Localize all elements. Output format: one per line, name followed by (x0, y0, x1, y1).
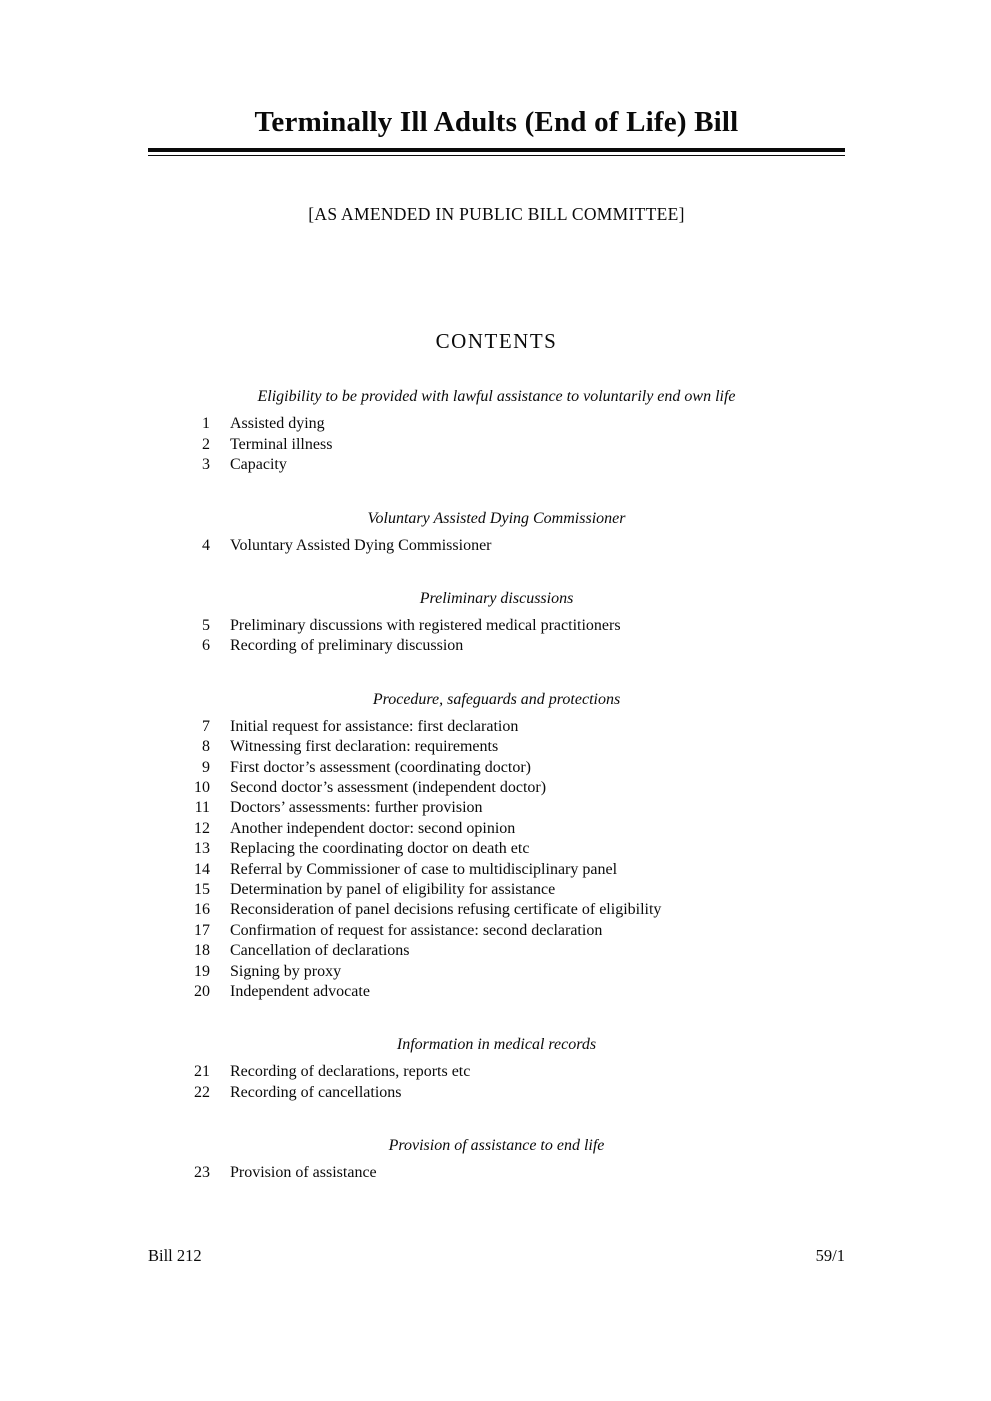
toc-item-number: 3 (202, 456, 210, 474)
toc-item-label: Doctors’ assessments: further provision (230, 799, 483, 817)
toc-item-label: Second doctor’s assessment (independent doctor) (230, 779, 547, 796)
toc-item-number: 16 (194, 901, 210, 919)
toc-item-number: 15 (194, 881, 210, 899)
toc-item (148, 536, 845, 556)
toc-item (148, 737, 845, 757)
document-title: Terminally Ill Adults (End of Life) Bill (254, 106, 739, 138)
toc-item-label: Cancellation of declarations (230, 942, 410, 960)
page-footer (148, 1246, 845, 1266)
toc-item-label: Replacing the coordinating doctor on death etc (230, 840, 530, 858)
toc-item (148, 1163, 845, 1183)
section-heading: Information in medical records (396, 1036, 597, 1054)
toc-item-number: 9 (202, 758, 210, 776)
toc-item-label: Initial request for assistance: first declaration (230, 717, 519, 735)
toc-item-number: 8 (202, 738, 210, 756)
toc-item (148, 758, 845, 778)
toc-item (148, 414, 845, 434)
section-heading: Eligibility to be provided with lawful assistance to voluntarily end own life (257, 388, 736, 406)
toc-item-number: 13 (194, 840, 210, 858)
toc-item-label: Determination by panel of eligibility for assistance (230, 881, 556, 899)
contents-heading: CONTENTS (435, 329, 558, 354)
toc-item (148, 1062, 845, 1082)
toc-item (148, 880, 845, 900)
section-heading: Voluntary Assisted Dying Commissioner (367, 509, 626, 527)
toc-item-label: Reconsideration of panel decisions refusing certificate of eligibility (230, 901, 662, 919)
toc-item (148, 717, 845, 737)
toc-item-number: 11 (194, 799, 210, 817)
document-subtitle: [AS AMENDED IN PUBLIC BILL COMMITTEE] (308, 204, 685, 225)
toc-item (148, 778, 845, 798)
toc-item-label: Recording of preliminary discussion (230, 637, 464, 655)
toc-item-number: 19 (194, 962, 210, 980)
section-heading: Procedure, safeguards and protections (372, 690, 621, 708)
toc-item-number: 5 (202, 616, 210, 634)
toc-item-number: 12 (194, 819, 210, 837)
title-rule (148, 148, 845, 156)
toc-item (148, 616, 845, 636)
contents-list (148, 387, 845, 1183)
toc-item-label: Provision of assistance (230, 1164, 377, 1182)
toc-item-number: 17 (194, 921, 210, 939)
toc-item-label: Another independent doctor: second opinion (230, 819, 516, 837)
toc-item (148, 941, 845, 961)
toc-item-label: Referral by Commissioner of case to multidisciplinary panel (230, 860, 618, 878)
footer-session-number: 59/1 (815, 1246, 845, 1265)
toc-item-label: Terminal illness (230, 435, 333, 453)
toc-item (148, 798, 845, 818)
toc-item-number: 2 (202, 435, 210, 453)
toc-item-label: Confirmation of request for assistance: second declaration (230, 921, 603, 939)
toc-item-number: 4 (202, 536, 210, 554)
toc-item-number: 21 (194, 1063, 210, 1081)
toc-item-label: Recording of declarations, reports etc (230, 1063, 471, 1081)
toc-item-number: 22 (194, 1083, 210, 1101)
toc-item-number: 10 (194, 779, 210, 796)
toc-item (148, 982, 845, 1002)
section-heading: Preliminary discussions (419, 589, 574, 607)
toc-item (148, 455, 845, 475)
toc-item-number: 6 (202, 637, 210, 655)
toc-item (148, 435, 845, 455)
toc-item (148, 900, 845, 920)
toc-item-number: 1 (202, 415, 210, 433)
toc-item (148, 839, 845, 859)
toc-item-label: Witnessing first declaration: requirements (230, 738, 499, 756)
toc-item (148, 962, 845, 982)
toc-item-label: Voluntary Assisted Dying Commissioner (230, 536, 492, 554)
toc-item-label: Capacity (230, 456, 287, 474)
toc-item (148, 636, 845, 656)
toc-item (148, 1083, 845, 1103)
section-heading: Provision of assistance to end life (388, 1137, 605, 1155)
toc-item (148, 860, 845, 880)
toc-item-number: 7 (202, 717, 210, 735)
footer-bill-number: Bill 212 (148, 1246, 202, 1265)
toc-item-number: 18 (194, 942, 210, 960)
toc-item (148, 921, 845, 941)
toc-item-label: Preliminary discussions with registered medical practitioners (230, 616, 621, 634)
toc-item-label: Signing by proxy (230, 962, 342, 980)
toc-item-label: Recording of cancellations (230, 1083, 402, 1101)
toc-item-number: 23 (194, 1164, 210, 1182)
toc-item-number: 14 (194, 860, 210, 878)
toc-item-label: Assisted dying (230, 415, 325, 433)
toc-item-number: 20 (194, 983, 210, 1001)
document-content (148, 0, 845, 1184)
toc-item (148, 819, 845, 839)
toc-item-label: Independent advocate (230, 983, 370, 1001)
toc-item-label: First doctor’s assessment (coordinating doctor) (230, 758, 531, 776)
